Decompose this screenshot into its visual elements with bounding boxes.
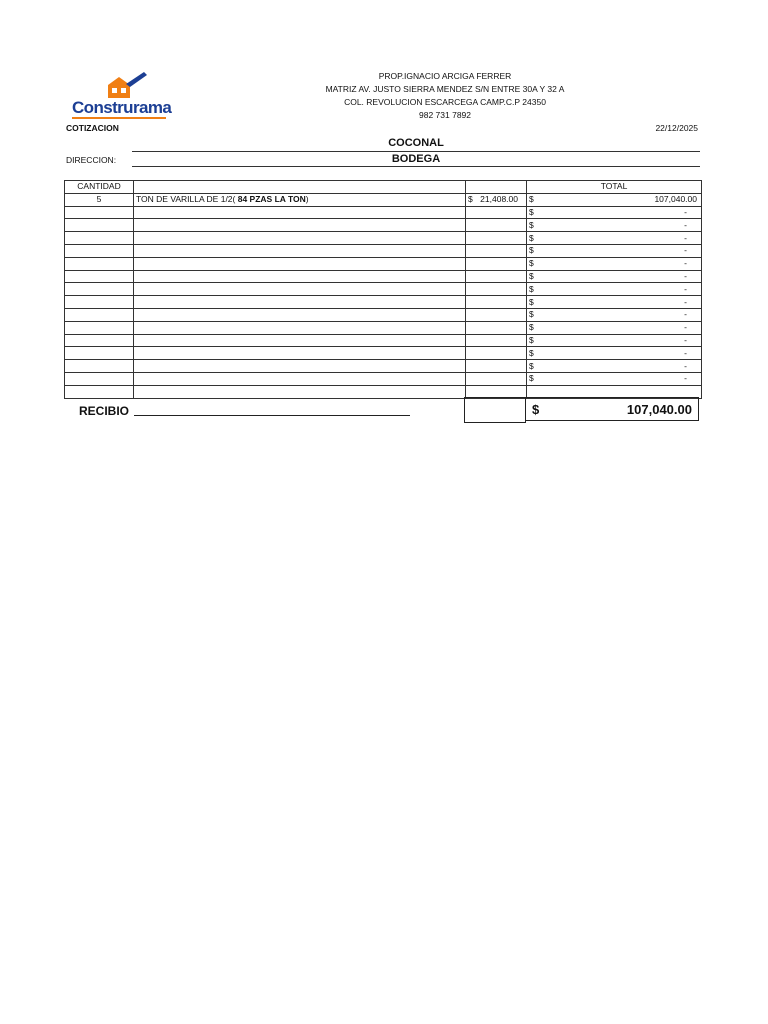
row-cantidad	[65, 232, 134, 245]
total-value: -	[684, 232, 687, 243]
signature-line	[134, 415, 410, 416]
row-description	[134, 283, 466, 296]
currency-sign: $	[468, 194, 473, 205]
header-description	[134, 181, 466, 194]
row-unit-price	[466, 270, 527, 283]
row-cantidad	[65, 385, 134, 398]
table-row	[65, 232, 702, 245]
row-total	[527, 206, 702, 219]
row-description	[134, 232, 466, 245]
total-value: -	[684, 322, 687, 333]
table-row	[65, 257, 702, 270]
row-unit-price	[466, 372, 527, 385]
row-unit-price	[466, 206, 527, 219]
row-cantidad	[65, 270, 134, 283]
row-total	[527, 283, 702, 296]
row-total	[527, 219, 702, 232]
row-cantidad	[65, 206, 134, 219]
row-unit-price	[466, 283, 527, 296]
row-description	[134, 334, 466, 347]
client-name: COCONAL	[388, 137, 444, 149]
currency-sign: $	[529, 283, 534, 294]
currency-sign: $	[529, 258, 534, 269]
row-cantidad	[65, 283, 134, 296]
currency-sign: $	[529, 270, 534, 281]
row-unit-price	[466, 347, 527, 360]
row-unit-price	[466, 334, 527, 347]
currency-sign: $	[529, 194, 534, 205]
table-row	[65, 296, 702, 309]
row-cantidad	[65, 321, 134, 334]
row-total	[527, 257, 702, 270]
logo-wordmark: Construrama	[72, 98, 172, 117]
direccion-label: DIRECCION:	[66, 155, 117, 165]
logo-underline	[72, 117, 166, 119]
total-value: -	[684, 373, 687, 384]
row-cantidad	[65, 360, 134, 373]
total-value: -	[684, 347, 687, 358]
table-row	[65, 193, 702, 206]
row-total	[527, 244, 702, 257]
table-row	[65, 283, 702, 296]
client-underline	[132, 151, 700, 152]
header-owner: PROP.IGNACIO ARCIGA FERRER	[378, 71, 512, 81]
grand-total-currency: $	[532, 401, 540, 417]
currency-sign: $	[529, 360, 534, 371]
row-description	[134, 219, 466, 232]
row-cantidad	[65, 257, 134, 270]
row-description	[134, 372, 466, 385]
row-description	[134, 308, 466, 321]
row-cantidad	[65, 296, 134, 309]
house-trowel-icon	[64, 70, 174, 100]
row-description	[134, 193, 466, 206]
row-unit-price	[466, 219, 527, 232]
row-unit-price	[466, 232, 527, 245]
row-cantidad	[65, 244, 134, 257]
total-value: 107,040.00	[654, 194, 697, 205]
row-description	[134, 347, 466, 360]
row-unit-price	[466, 296, 527, 309]
total-value: -	[684, 245, 687, 256]
row-unit-price	[466, 360, 527, 373]
doc-type-label: COTIZACION	[66, 123, 119, 133]
row-unit-price	[466, 321, 527, 334]
header-colony: COL. REVOLUCION ESCARCEGA CAMP.C.P 24350	[344, 97, 546, 107]
row-cantidad: 5	[65, 193, 134, 206]
row-total	[527, 193, 702, 206]
header-unit-price	[466, 181, 527, 194]
subtotal-box	[464, 397, 526, 423]
table-row	[65, 347, 702, 360]
table-row	[65, 206, 702, 219]
row-description	[134, 257, 466, 270]
table-header-row	[65, 181, 702, 194]
currency-sign: $	[529, 296, 534, 307]
currency-sign: $	[529, 322, 534, 333]
currency-sign: $	[529, 219, 534, 230]
currency-sign: $	[529, 206, 534, 217]
row-total	[527, 347, 702, 360]
table-row	[65, 244, 702, 257]
row-description	[134, 321, 466, 334]
total-value: -	[684, 206, 687, 217]
table-row	[65, 321, 702, 334]
row-description	[134, 244, 466, 257]
row-description	[134, 206, 466, 219]
table-row	[65, 372, 702, 385]
total-value: -	[684, 283, 687, 294]
header-cantidad: CANTIDAD	[65, 181, 134, 194]
direccion-value: BODEGA	[391, 153, 441, 165]
table-row	[65, 219, 702, 232]
currency-sign: $	[529, 245, 534, 256]
doc-date: 22/12/2025	[655, 123, 698, 133]
currency-sign: $	[529, 334, 534, 345]
row-total	[527, 321, 702, 334]
table-row	[65, 360, 702, 373]
row-description-text: TON DE VARILLA DE 1/2(	[136, 194, 238, 205]
row-total	[527, 232, 702, 245]
total-value: -	[684, 219, 687, 230]
header-phone: 982 731 7892	[419, 110, 471, 120]
row-total	[527, 308, 702, 321]
total-value: -	[684, 360, 687, 371]
row-description-bold: 84 PZAS LA TON	[237, 194, 306, 205]
items-table	[64, 180, 702, 399]
total-value: -	[684, 296, 687, 307]
table-row	[65, 270, 702, 283]
row-total	[527, 334, 702, 347]
row-unit-price	[466, 193, 527, 206]
header-total: TOTAL	[527, 181, 702, 194]
direccion-underline	[132, 166, 700, 167]
row-total	[527, 372, 702, 385]
row-cantidad	[65, 308, 134, 321]
row-description	[134, 385, 466, 398]
row-cantidad	[65, 219, 134, 232]
currency-sign: $	[529, 309, 534, 320]
row-total	[527, 296, 702, 309]
recibio-label: RECIBIO	[79, 404, 130, 418]
row-total	[527, 270, 702, 283]
row-description	[134, 270, 466, 283]
currency-sign: $	[529, 347, 534, 358]
unit-price-value: 21,408.00	[480, 194, 518, 205]
table-row	[65, 334, 702, 347]
row-description-end: )	[305, 194, 309, 205]
row-cantidad	[65, 347, 134, 360]
grand-total-box	[525, 397, 699, 421]
currency-sign: $	[529, 373, 534, 384]
row-total	[527, 360, 702, 373]
row-unit-price	[466, 257, 527, 270]
total-value: -	[684, 309, 687, 320]
row-description	[134, 296, 466, 309]
currency-sign: $	[529, 232, 534, 243]
grand-total-value: 107,040.00	[626, 401, 692, 417]
total-value: -	[684, 258, 687, 269]
row-unit-price	[466, 244, 527, 257]
total-value: -	[684, 270, 687, 281]
header-address: MATRIZ AV. JUSTO SIERRA MENDEZ S/N ENTRE 30A Y 32 A	[325, 84, 565, 94]
row-cantidad	[65, 334, 134, 347]
table-row	[65, 308, 702, 321]
row-cantidad	[65, 372, 134, 385]
row-description	[134, 360, 466, 373]
construrama-logo	[64, 70, 174, 122]
row-unit-price	[466, 308, 527, 321]
total-value: -	[684, 334, 687, 345]
